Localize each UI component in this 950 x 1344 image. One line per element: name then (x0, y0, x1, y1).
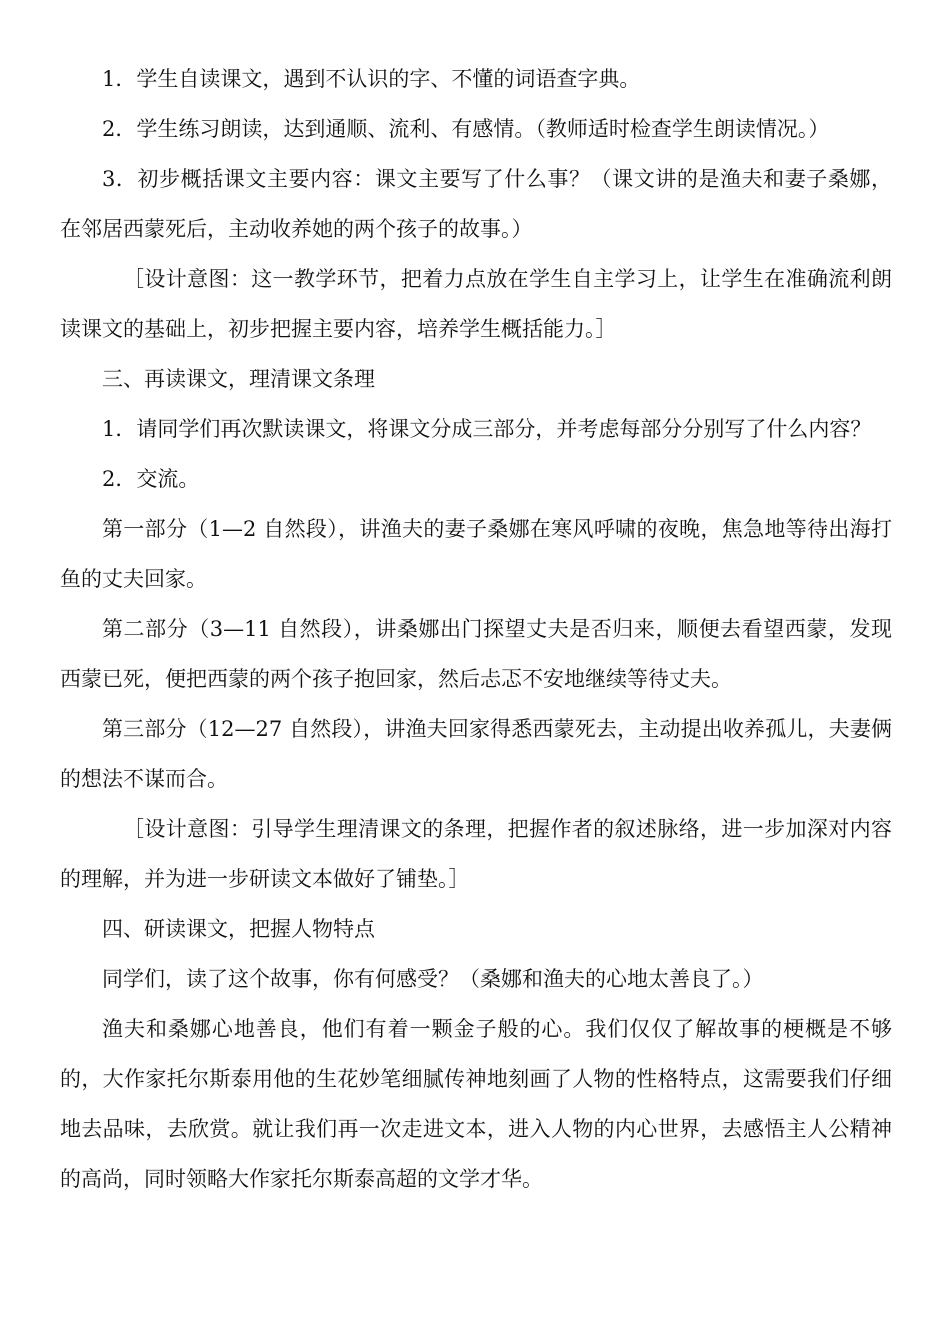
paragraph-summary-question: 3．初步概括课文主要内容：课文主要写了什么事？（课文讲的是渔夫和妻子桑娜，在邻居西蒙死后，主动收养她的两个孩子的故事。） (60, 167, 892, 241)
section-heading-4: 四、研读课文，把握人物特点 (102, 917, 375, 941)
design-intent-note-2: ［设计意图：引导学生理清课文的条理，把握作者的叙述脉络，进一步加深对内容的理解，并为进一步研读文本做好了铺垫。］ (60, 817, 892, 891)
paragraph-part-one: 第一部分（1—2 自然段），讲渔夫的妻子桑娜在寒风呼啸的夜晚，焦急地等待出海打鱼的丈夫回家。 (60, 517, 892, 591)
paragraph-part-three: 第三部分（12—27 自然段），讲渔夫回家得悉西蒙死去，主动提出收养孤儿，夫妻俩的想法不谋而合。 (60, 717, 892, 791)
section-heading-3: 三、再读课文，理清课文条理 (102, 367, 375, 391)
design-intent-note-1: ［设计意图：这一教学环节，把着力点放在学生自主学习上，让学生在准确流利朗读课文的基础上，初步把握主要内容，培养学生概括能力。］ (60, 267, 892, 341)
paragraph-self-read: 1．学生自读课文，遇到不认识的字、不懂的词语查字典。 (102, 67, 641, 91)
paragraph-exchange: 2．交流。 (102, 467, 200, 491)
paragraph-feeling-question: 同学们，读了这个故事，你有何感受？（桑娜和渔夫的心地太善良了。） (102, 967, 764, 991)
paragraph-character-analysis: 渔夫和桑娜心地善良，他们有着一颗金子般的心。我们仅仅了解故事的梗概是不够的，大作家托尔斯泰用他的生花妙笔细腻传神地刻画了人物的性格特点，这需要我们仔细地去品味，去欣赏。就让我们再一次走进文本，进入人物的内心世界，去感悟主人公精神的高尚，同时领略大作家托尔斯泰高超的文学才华。 (60, 1017, 892, 1191)
paragraph-divide-parts: 1．请同学们再次默读课文，将课文分成三部分，并考虑每部分分别写了什么内容？ (102, 417, 872, 441)
document-page (60, 54, 892, 1204)
paragraph-reading-practice: 2．学生练习朗读，达到通顺、流利、有感情。（教师适时检查学生朗读情况。） (102, 117, 830, 141)
paragraph-part-two: 第二部分（3—11 自然段），讲桑娜出门探望丈夫是否归来，顺便去看望西蒙，发现西蒙已死，便把西蒙的两个孩子抱回家，然后忐忑不安地继续等待丈夫。 (60, 617, 892, 691)
